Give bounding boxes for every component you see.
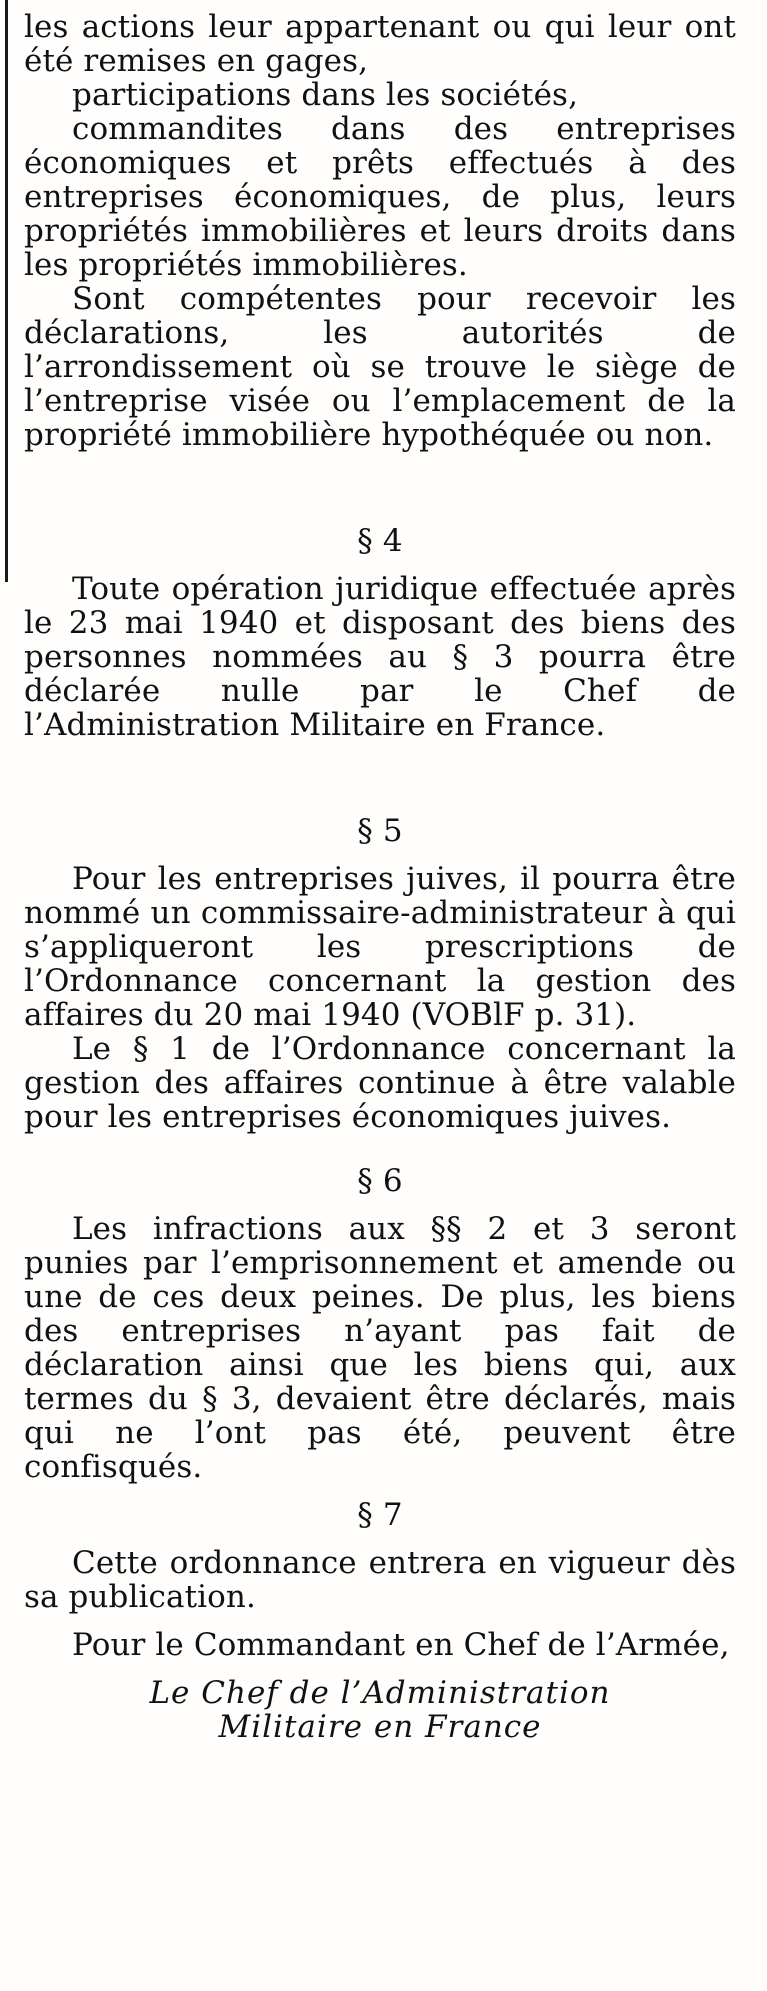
section-heading-4: § 4 (357, 523, 403, 559)
section-heading-7: § 7 (357, 1497, 403, 1533)
intro-paragraph-3: commandites dans des entreprises économiques et prêts effectués à des entreprises économiques, de plus, leurs propriétés immobilières et leurs droits dans les propriétés immobilières. (24, 111, 736, 283)
text-column (24, 10, 736, 1744)
signature-title-line-1: Le Chef de l’Administration (149, 1675, 611, 1711)
spacer (24, 1614, 736, 1628)
section-4-paragraph: Toute opération juridique effectuée après le 23 mai 1940 et disposant des biens des personnes nommées au § 3 pourra être déclarée nulle par le Chef de l’Administration Militaire en France. (24, 571, 736, 743)
spacer (24, 452, 736, 524)
intro-paragraph-2: participations dans les sociétés, (72, 77, 579, 113)
spacer (24, 1484, 736, 1498)
spacer (24, 742, 736, 814)
section-5-paragraph-2: Le § 1 de l’Ordonnance concernant la gestion des affaires continue à être valable pour les entreprises économiques juives. (24, 1031, 736, 1135)
section-6-paragraph: Les infractions aux §§ 2 et 3 seront punies par l’emprisonnement et amende ou une de ces deux peines. De plus, les biens des entreprises n’ayant pas fait de déclaration ainsi que les biens qui, aux termes du § 3, devaient être déclarés, mais qui ne l’ont pas été, peuvent être confisqués. (24, 1211, 736, 1485)
spacer (24, 1134, 736, 1164)
section-heading-5: § 5 (357, 813, 403, 849)
spacer (24, 558, 736, 572)
section-7-paragraph: Cette ordonnance entrera en vigueur dès sa publication. (24, 1545, 736, 1615)
intro-paragraph-1: les actions leur appartenant ou qui leur ont été remises en gages, (24, 9, 736, 79)
intro-paragraph-4: Sont compétentes pour recevoir les déclarations, les autorités de l’arrondissement où se trouve le siège de l’entreprise visée ou l’emplacement de la propriété immobilière hypothéquée ou non. (24, 281, 736, 453)
spacer (24, 1198, 736, 1212)
section-5-paragraph-1: Pour les entreprises juives, il pourra être nommé un commissaire-administrateur à qui s’appliqueront les prescriptions de l’Ordonnance concernant la gestion des affaires du 20 mai 1940 (VOBlF p. 31). (24, 861, 736, 1033)
margin-rule (5, 0, 8, 582)
section-heading-6: § 6 (357, 1163, 403, 1199)
signature-title-line-2: Militaire en France (218, 1709, 542, 1745)
spacer (24, 1532, 736, 1546)
spacer (24, 848, 736, 862)
spacer (24, 1662, 736, 1676)
closing-line: Pour le Commandant en Chef de l’Armée, (72, 1627, 730, 1663)
